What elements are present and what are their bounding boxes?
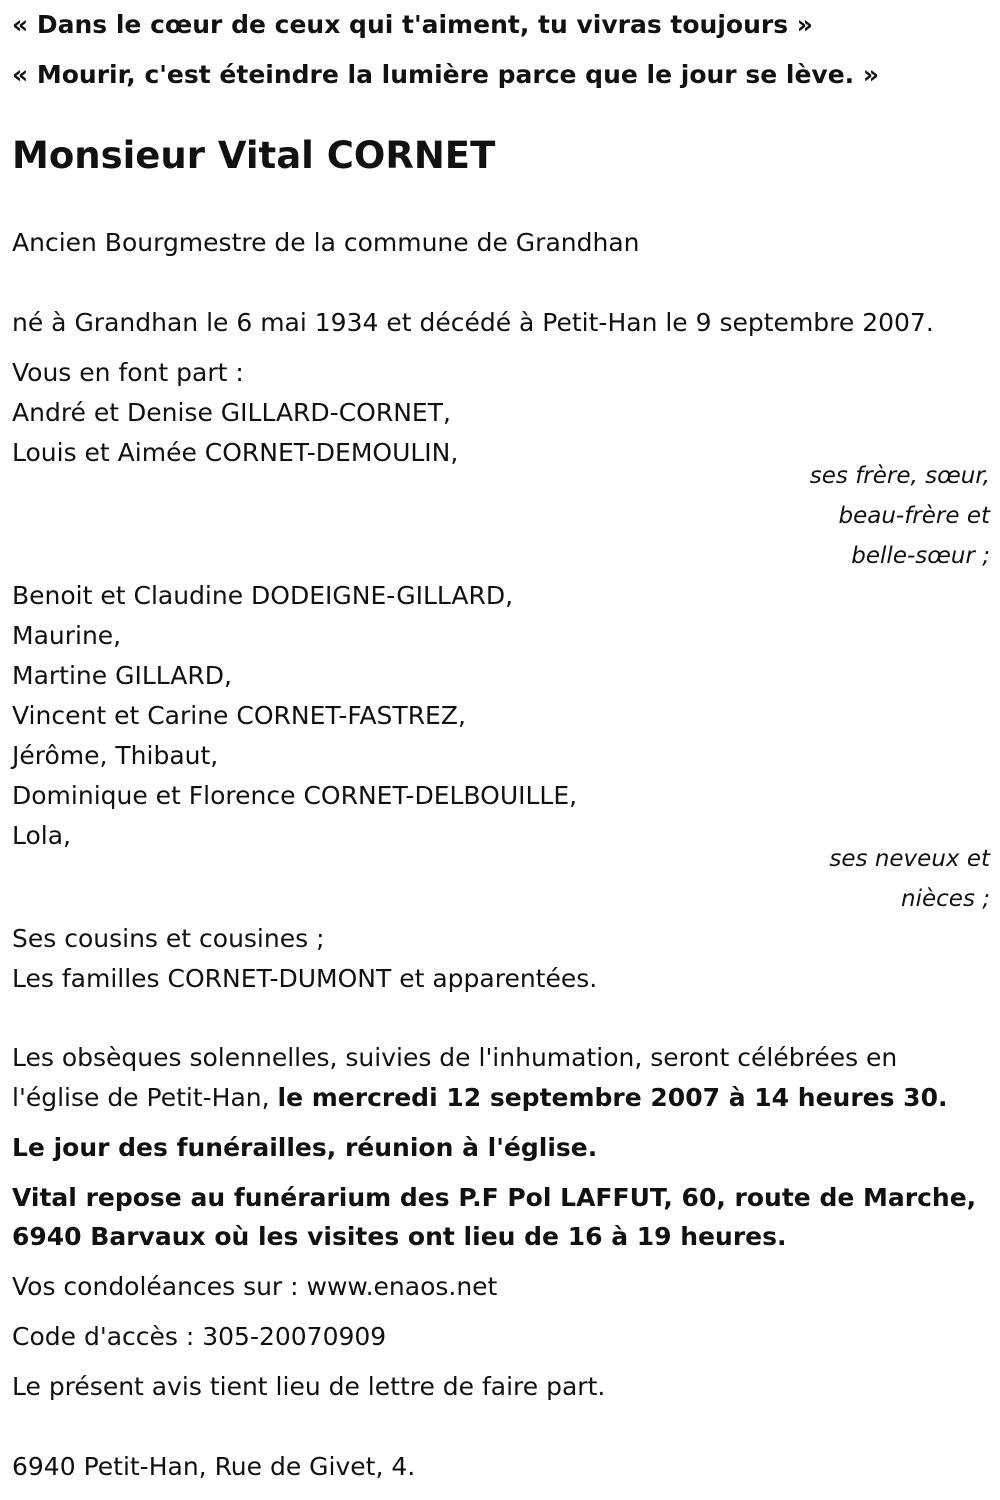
nephew-line: Jérôme, Thibaut,: [12, 741, 219, 770]
deceased-dates: né à Grandhan le 6 mai 1934 et décédé à Petit-Han le 9 septembre 2007.: [12, 308, 934, 337]
funeral-place: l'église de Petit-Han,: [12, 1083, 278, 1112]
nephew-line: Lola,: [12, 821, 71, 850]
nephews-relation-line: nièces ;: [901, 886, 990, 912]
sibling-line: Louis et Aimée CORNET-DEMOULIN,: [12, 438, 459, 467]
siblings-relation-line: beau-frère et: [838, 503, 990, 529]
announcement-intro: Vous en font part :: [12, 358, 244, 387]
repose-line-1: Vital repose au funérarium des P.F Pol LAFFUT, 60, route de Marche,: [12, 1183, 977, 1212]
notice-line: Le présent avis tient lieu de lettre de faire part.: [12, 1372, 606, 1401]
cousins-line: Ses cousins et cousines ;: [12, 924, 325, 953]
nephew-line: Benoit et Claudine DODEIGNE-GILLARD,: [12, 581, 514, 610]
sibling-line: André et Denise GILLARD-CORNET,: [12, 398, 451, 427]
deceased-role: Ancien Bourgmestre de la commune de Grandhan: [12, 228, 640, 257]
condolences-line: Vos condoléances sur : www.enaos.net: [12, 1272, 498, 1301]
access-code-line: Code d'accès : 305-20070909: [12, 1322, 387, 1351]
families-line: Les familles CORNET-DUMONT et apparentées.: [12, 964, 598, 993]
funeral-line-1: Les obsèques solennelles, suivies de l'inhumation, seront célébrées en: [12, 1043, 898, 1072]
nephew-line: Maurine,: [12, 621, 122, 650]
meeting-line: Le jour des funérailles, réunion à l'église.: [12, 1133, 598, 1162]
address-line: 6940 Petit-Han, Rue de Givet, 4.: [12, 1452, 416, 1481]
funeral-date: le mercredi 12 septembre 2007 à 14 heures 30.: [277, 1083, 948, 1112]
siblings-relation-line: belle-sœur ;: [851, 543, 990, 569]
quote-1: « Dans le cœur de ceux qui t'aiment, tu vivras toujours »: [12, 10, 813, 39]
quote-2: « Mourir, c'est éteindre la lumière parce que le jour se lève. »: [12, 60, 880, 89]
deceased-name: Monsieur Vital CORNET: [12, 134, 496, 177]
siblings-relation-line: ses frère, sœur,: [809, 463, 990, 489]
nephews-relation-line: ses neveux et: [829, 846, 990, 872]
nephew-line: Vincent et Carine CORNET-FASTREZ,: [12, 701, 466, 730]
repose-line-2: 6940 Barvaux où les visites ont lieu de 16 à 19 heures.: [12, 1222, 787, 1251]
nephew-line: Martine GILLARD,: [12, 661, 232, 690]
funeral-line-2: [12, 1083, 947, 1113]
nephew-line: Dominique et Florence CORNET-DELBOUILLE,: [12, 781, 578, 810]
